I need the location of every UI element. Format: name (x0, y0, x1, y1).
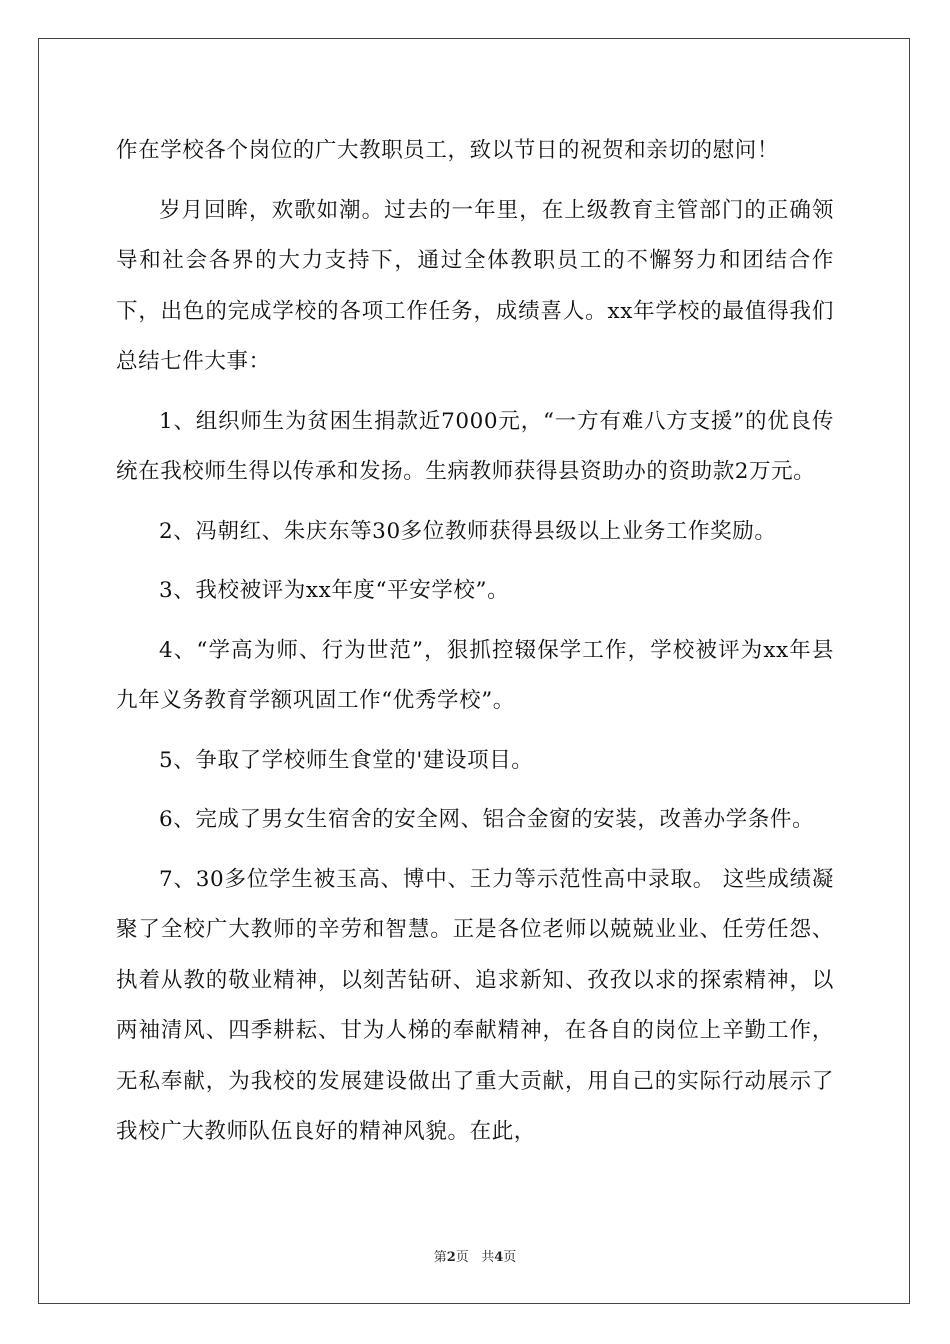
list-item-2: 2、冯朝红、朱庆东等30多位教师获得县级以上业务工作奖励。 (159, 518, 777, 544)
paragraph-review: 岁月回眸，欢歌如潮。过去的一年里，在上级教育主管部门的正确领导和社会各界的大力支持下，通过全体教职员工的不懈努力和团结合作下，出色的完成学校的各项工作任务，成绩喜人。xx年学校的最值得我们总结七件大事： (116, 197, 834, 374)
paragraph-greeting-continued: 作在学校各个岗位的广大教职员工，致以节日的祝贺和亲切的慰问！ (116, 138, 780, 163)
document-body (116, 126, 834, 1167)
page-prefix: 第 (433, 1250, 447, 1265)
page-suffix: 页 (455, 1250, 469, 1265)
page-number: 2 (446, 1250, 456, 1265)
list-item-6: 6、完成了男女生宿舍的安全网、铝合金窗的安装，改善办学条件。 (159, 807, 815, 832)
page-footer (0, 1246, 950, 1265)
list-item-4: 4、“学高为师、行为世范”，狠抓控辍保学工作，学校被评为xx年县九年义务教育学额巩固工作“优秀学校”。 (116, 637, 834, 713)
list-item-5: 5、争取了学校师生食堂的'建设项目。 (159, 747, 534, 773)
list-item-3: 3、我校被评为xx年度“平安学校”。 (159, 578, 510, 603)
total-pages: 4 (494, 1250, 504, 1265)
total-prefix: 共 (481, 1250, 495, 1265)
list-item-1: 1、组织师生为贫困生捐款近7000元，“一方有难八方支援”的优良传统在我校师生得以传承和发扬。生病教师获得县资助办的资助款2万元。 (116, 408, 834, 484)
list-item-7: 7、30多位学生被玉高、博中、王力等示范性高中录取。 这些成绩凝聚了全校广大教师的辛劳和智慧。正是各位老师以兢兢业业、任劳任怨、执着从教的敬业精神，以刻苦钻研、追求新知、孜孜以求的探索精神，以两袖清风、四季耕耘、甘为人梯的奉献精神，在各自的岗位上辛勤工作，无私奉献，为我校的发展建设做出了重大贡献，用自己的实际行动展示了我校广大教师队伍良好的精神风貌。在此， (116, 866, 834, 1144)
total-suffix: 页 (503, 1250, 517, 1265)
